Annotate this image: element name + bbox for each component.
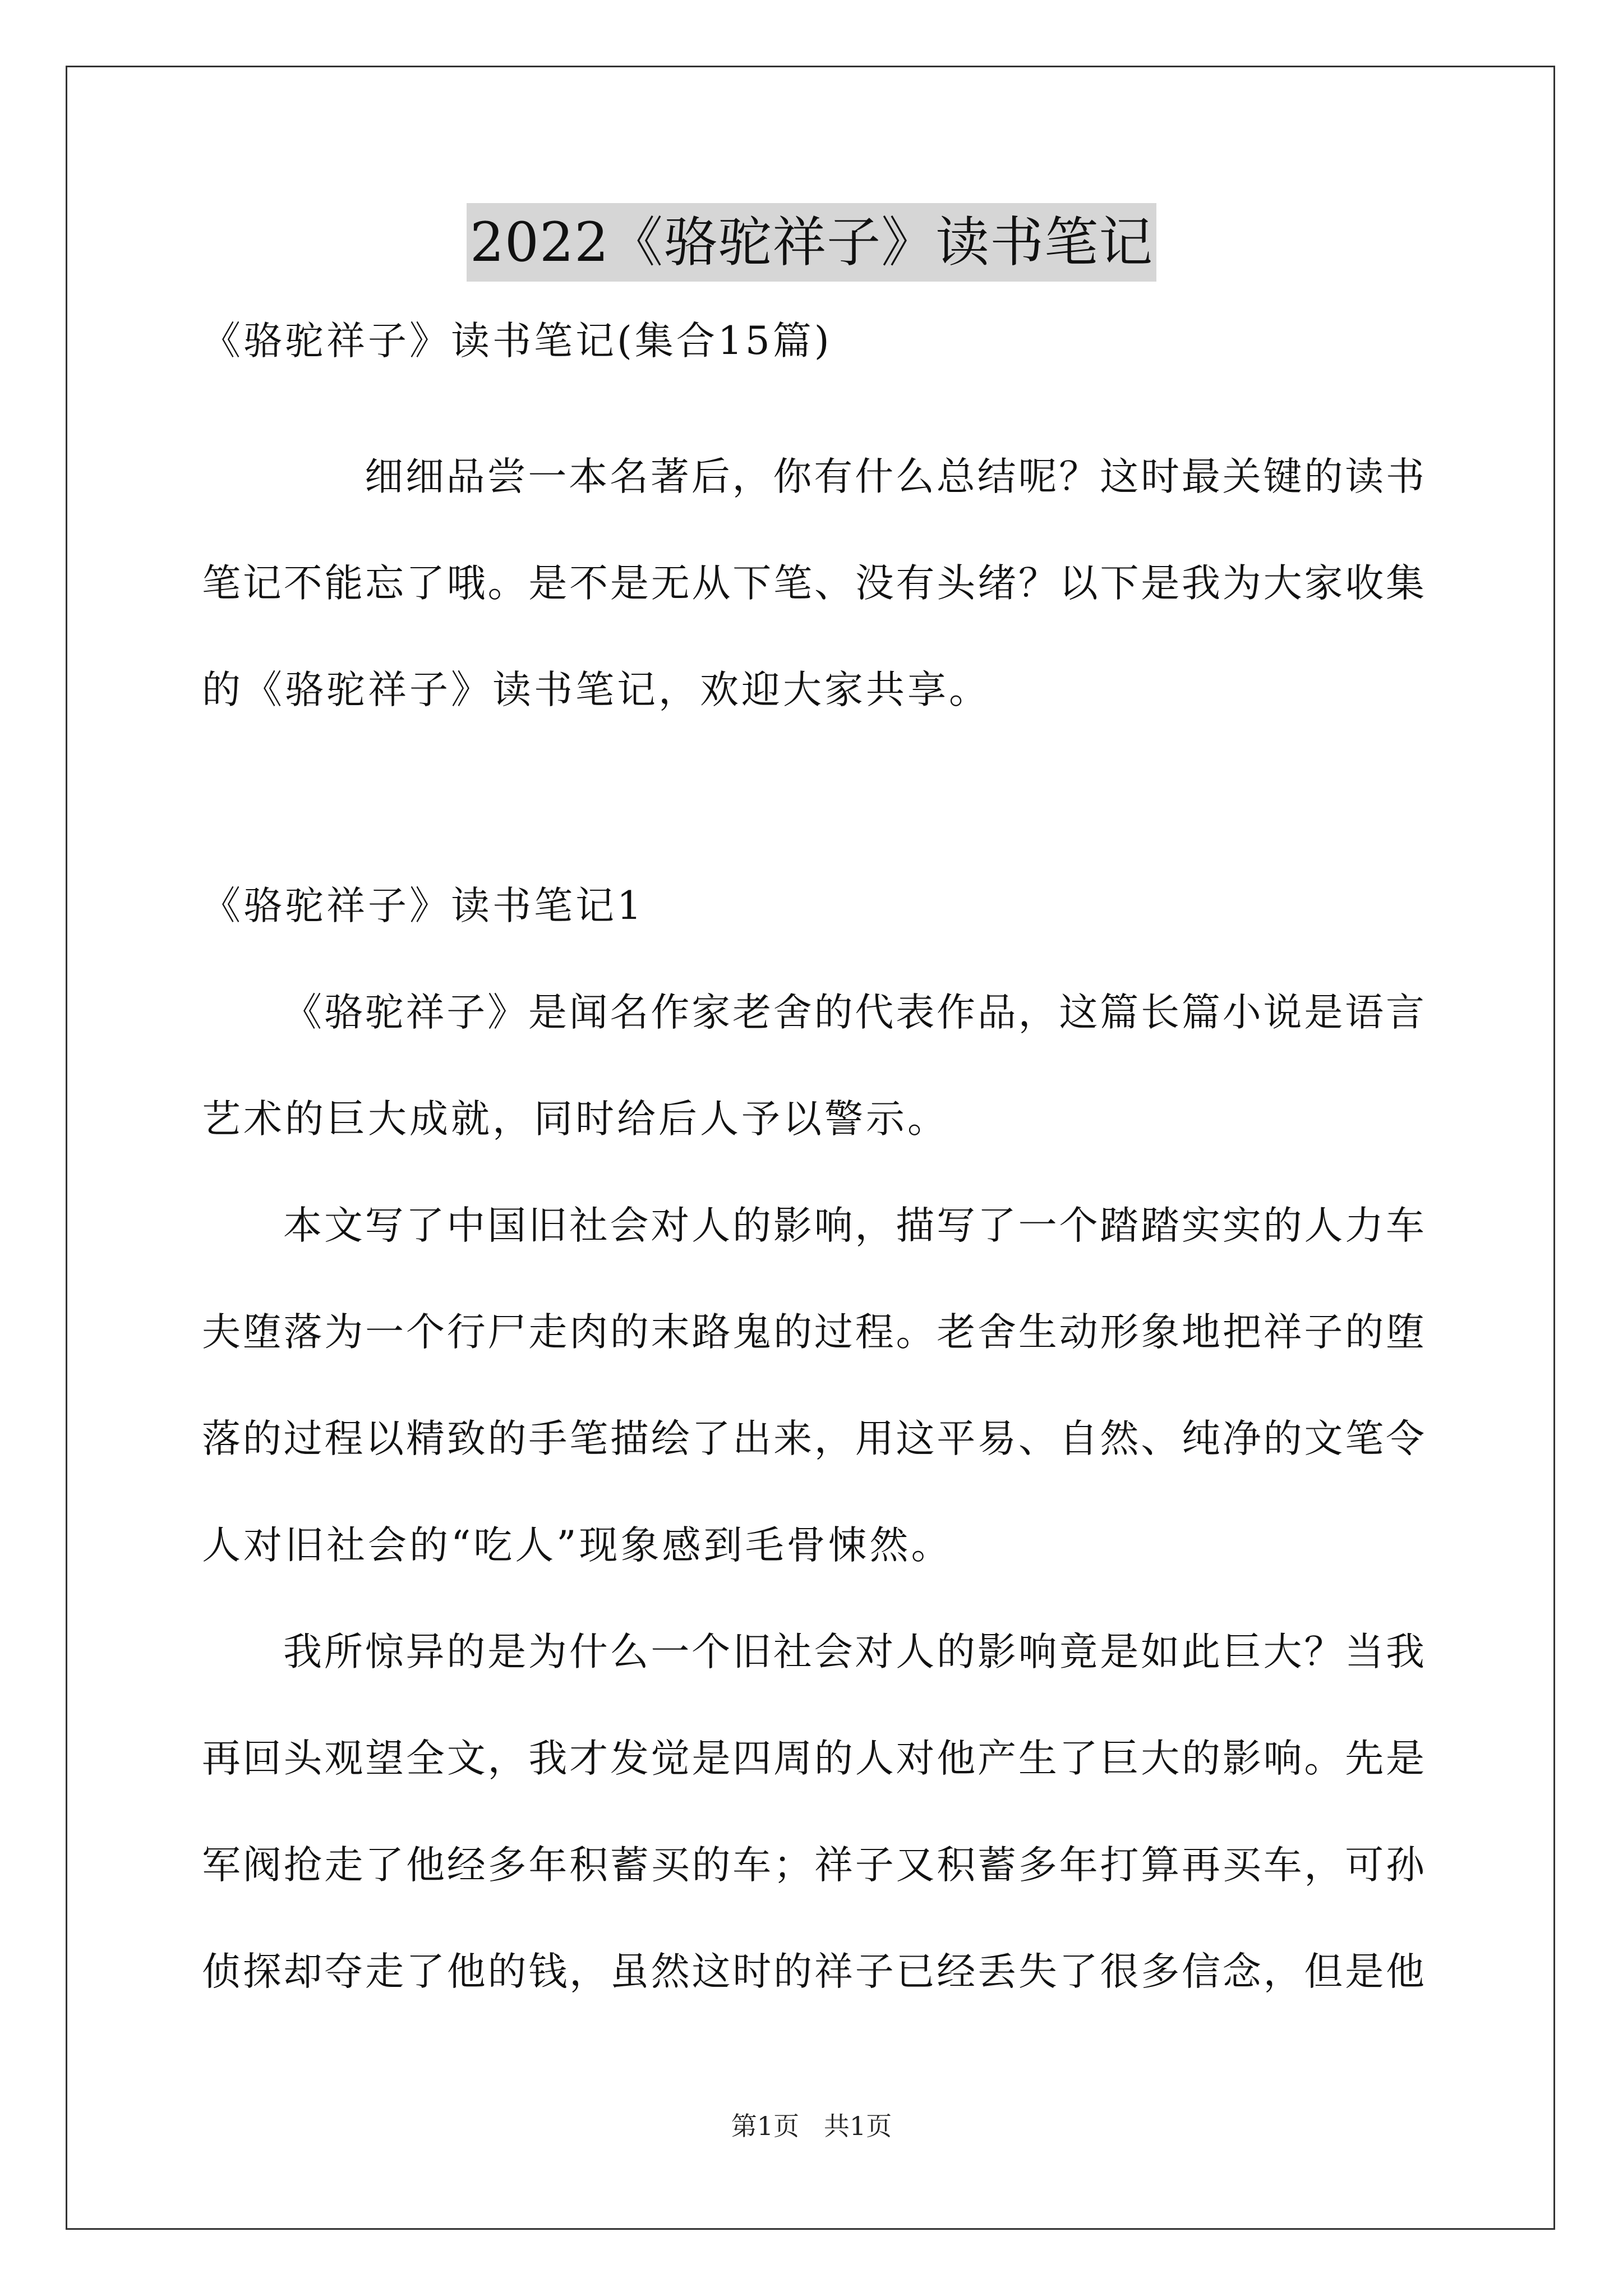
paragraph-line: 侦探却夺走了他的钱，虽然这时的祥子已经丢失了很多信念，但是他: [202, 1949, 1424, 1994]
paragraph-line: 艺术的巨大成就，同时给后人予以警示。: [202, 1097, 949, 1142]
paragraph-line: 《骆驼祥子》是闻名作家老舍的代表作品，这篇长篇小说是语言: [283, 990, 1424, 1035]
title-container: [0, 203, 1623, 282]
paragraph-line: 我所惊异的是为什么一个旧社会对人的影响竟是如此巨大？当我: [283, 1630, 1424, 1674]
page-border: [66, 66, 1555, 2230]
subtitle: 《骆驼祥子》读书笔记(集合15篇): [202, 319, 832, 364]
paragraph-line: 人对旧社会的“吃人”现象感到毛骨悚然。: [202, 1523, 953, 1568]
paragraph-line: 军阀抢走了他经多年积蓄买的车；祥子又积蓄多年打算再买车，可孙: [202, 1843, 1424, 1888]
paragraph-line: 落的过程以精致的手笔描绘了出来，用这平易、自然、纯净的文笔令: [202, 1416, 1424, 1461]
intro-line: 细细品尝一本名著后，你有什么总结呢？这时最关键的读书: [365, 454, 1424, 499]
paragraph-line: 本文写了中国旧社会对人的影响，描写了一个踏踏实实的人力车: [283, 1203, 1424, 1248]
paragraph-line: 夫堕落为一个行尸走肉的末路鬼的过程。老舍生动形象地把祥子的堕: [202, 1310, 1424, 1355]
document-title: 2022《骆驼祥子》读书笔记: [467, 203, 1156, 282]
section-heading: 《骆驼祥子》读书笔记1: [202, 884, 644, 928]
paragraph-line: 再回头观望全文，我才发觉是四周的人对他产生了巨大的影响。先是: [202, 1736, 1424, 1781]
intro-line: 的《骆驼祥子》读书笔记，欢迎大家共享。: [202, 668, 990, 712]
page-number-footer: 第1页 共1页: [731, 2111, 892, 2141]
intro-line: 笔记不能忘了哦。是不是无从下笔、没有头绪？以下是我为大家收集: [202, 561, 1424, 606]
